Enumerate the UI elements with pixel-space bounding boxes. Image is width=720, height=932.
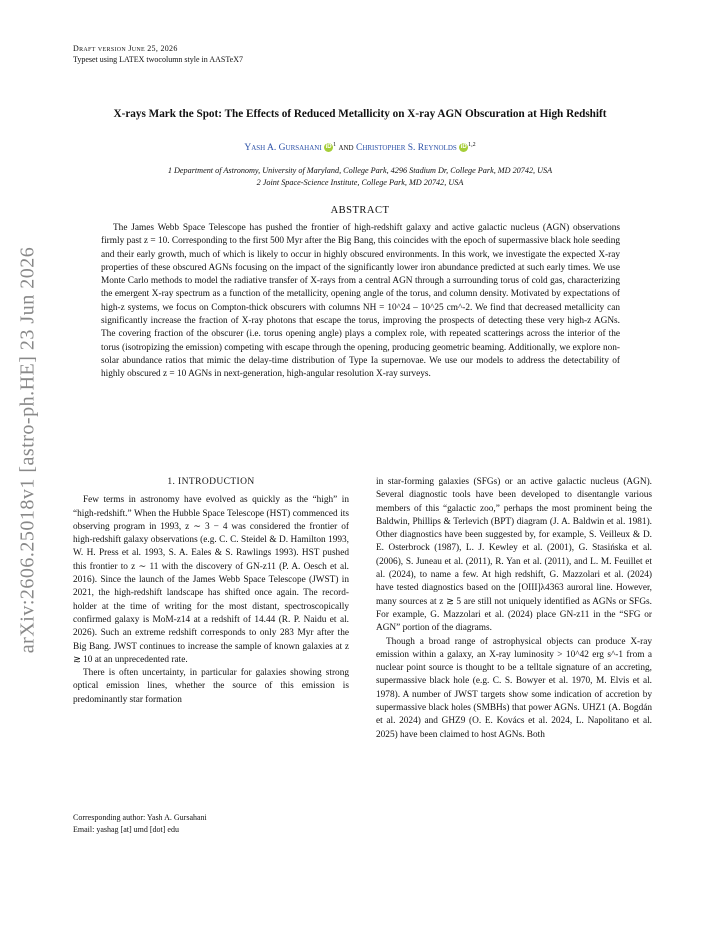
email: Email: yashag [at] umd [dot] edu (73, 825, 179, 834)
paragraph: Though a broad range of astrophysical objects can produce X-ray emission within a galaxy, an X-ray luminosity > 10^42 erg s^-1 from a nuclear point source is thought to be a telltale signature of an accreting, supermassive black hole (e.g. C. S. Bowyer et al. 1970, M. Elvis et al. 1978). A number of JWST targets show some indication of accretion by supermassive black holes (SMBHs) that power AGNs. UHZ1 (A. Bogdán et al. 2024) and GHZ9 (O. E. Kovács et al. 2024, L. Napolitano et al. 2025) have been claimed to host AGNs. Both (376, 636, 652, 740)
affiliations (73, 165, 647, 189)
left-column (73, 476, 349, 707)
footnote (73, 812, 207, 836)
paragraph: There is often uncertainty, in particular for galaxies showing strong optical emission lines, whether the source of this emission is predominantly star formation (73, 668, 349, 705)
author-2[interactable]: Christopher S. Reynolds (355, 143, 457, 154)
orcid-icon[interactable]: iD (460, 144, 467, 151)
affiliation-1: 1 Department of Astronomy, University of Maryland, College Park, 4296 Stadium Dr, College Park, MD 20742, USA (167, 166, 553, 175)
author-conjunction: and (338, 143, 354, 154)
affiliation-2: 2 Joint Space-Science Institute, College Park, MD 20742, USA (256, 178, 464, 187)
corresponding-author: Corresponding author: Yash A. Gursahani (73, 813, 207, 822)
author-1[interactable]: Yash A. Gursahani (244, 143, 322, 154)
author-1-affil: 1 (333, 142, 337, 148)
arxiv-identifier[interactable]: arXiv:2606.25018v1 [astro-ph.HE] 23 Jun 2026 (16, 246, 39, 654)
abstract-heading: ABSTRACT (330, 205, 390, 216)
right-column (376, 476, 652, 742)
paragraph: Few terms in astronomy have evolved as quickly as the “high” in “high-redshift.” When the Hubble Space Telescope (HST) commenced its observing program in 1993, z ∼ 3 − 4 was considered the frontier of high-redshift galaxy observations (e.g. C. C. Steidel & D. Hamilton 1993, W. H. Press et al. 1993, S. A. Eales & S. Rawlings 1993). HST pushed this frontier to z ∼ 11 with the discovery of GN-z11 (P. A. Oesch et al. 2016). Since the launch of the James Webb Space Telescope (JWST) in 2021, the high-redshift landscape has shifted once again. The record-holder at the time of writing for the most distant, spectroscopically confirmed galaxy is MoM-z14 at a redshift of 14.44 (R. P. Naidu et al. 2026). Such an extreme redshift corresponds to only 283 Myr after the Big Bang. JWST continues to increase the sample of known galaxies at z ≳ 10 at an unprecedented rate. (73, 495, 349, 665)
page-header (73, 43, 243, 65)
draft-version: Draft version June 25, 2026 (73, 44, 178, 53)
author-2-affil: 1,2 (468, 142, 476, 148)
arxiv-sidebar (8, 230, 48, 670)
section-heading: 1. INTRODUCTION (167, 477, 255, 487)
abstract-text: The James Webb Space Telescope has pushed the frontier of high-redshift galaxy and active galactic nucleus (AGN) observations firmly past z = 10. Corresponding to the first 500 Myr after the Big Bang, this coincides with the epoch of supermassive black hole seeding and their early growth, much of which is likely to occur in highly obscured environments. In this work, we investigate the expected X-ray properties of these obscured AGNs focusing on the impact of the significantly lower iron abundance predicted at such early times. We use Monte Carlo methods to model the radiative transfer of X-rays from a central AGN through a surrounding torus of cold gas, characterizing the emergent X-ray spectrum as a function of the metallicity, opening angle of the torus, and column density. Motivated by expectations of high-z systems, we focus on Compton-thick obscurers with columns NH = 10^24 – 10^25 cm^-2. We find that decreased metallicity can significantly increase the fraction of X-ray photons that escape the torus, improving the prospects of detecting these very high-z AGNs. The covering fraction of the obscurer (i.e. torus opening angle) plays a complex role, with repeated scatterings across the interior of the torus (isotropizing the emission) competing with escape through the opening, producing geometric beaming. Additionally, we explore non-solar abundance ratios that mimic the delay-time distribution of Type Ia supernovae. We use our models to address the detectability of highly obscured z = 10 AGNs in next-generation, high-angular resolution X-ray surveys. (101, 223, 620, 380)
typeset-note: Typeset using LATEX twocolumn style in AASTeX7 (73, 55, 243, 64)
paper-title: X-rays Mark the Spot: The Effects of Reduced Metallicity on X-ray AGN Obscuration at High Redshift (113, 108, 607, 120)
paragraph: in star-forming galaxies (SFGs) or an active galactic nucleus (AGN). Several diagnostic tools have been developed to disentangle various members of this “galactic zoo,” perhaps the most prominent being the Baldwin, Phillips & Terlevich (BPT) diagram (J. A. Baldwin et al. 1981). Other diagnostics have been suggested by, for example, S. Veilleux & D. E. Osterbrock (1987), L. J. Kewley et al. (2001), G. Stasińska et al. (2006), S. Juneau et al. (2011), R. Yan et al. (2011), and L. M. Feuillet et al. (2024), to name a few. At high redshift, G. Mazzolari et al. (2024) have tested diagnostics based on the [OIII]λ4363 auroral line. However, many sources at z ≳ 5 are still not uniquely identified as AGNs or SFGs. For example, G. Mazzolari et al. (2024) place GN-z11 in the “SFG or AGN” portion of the diagrams. (376, 477, 652, 634)
orcid-icon[interactable]: iD (325, 144, 332, 151)
author-list (73, 142, 647, 153)
